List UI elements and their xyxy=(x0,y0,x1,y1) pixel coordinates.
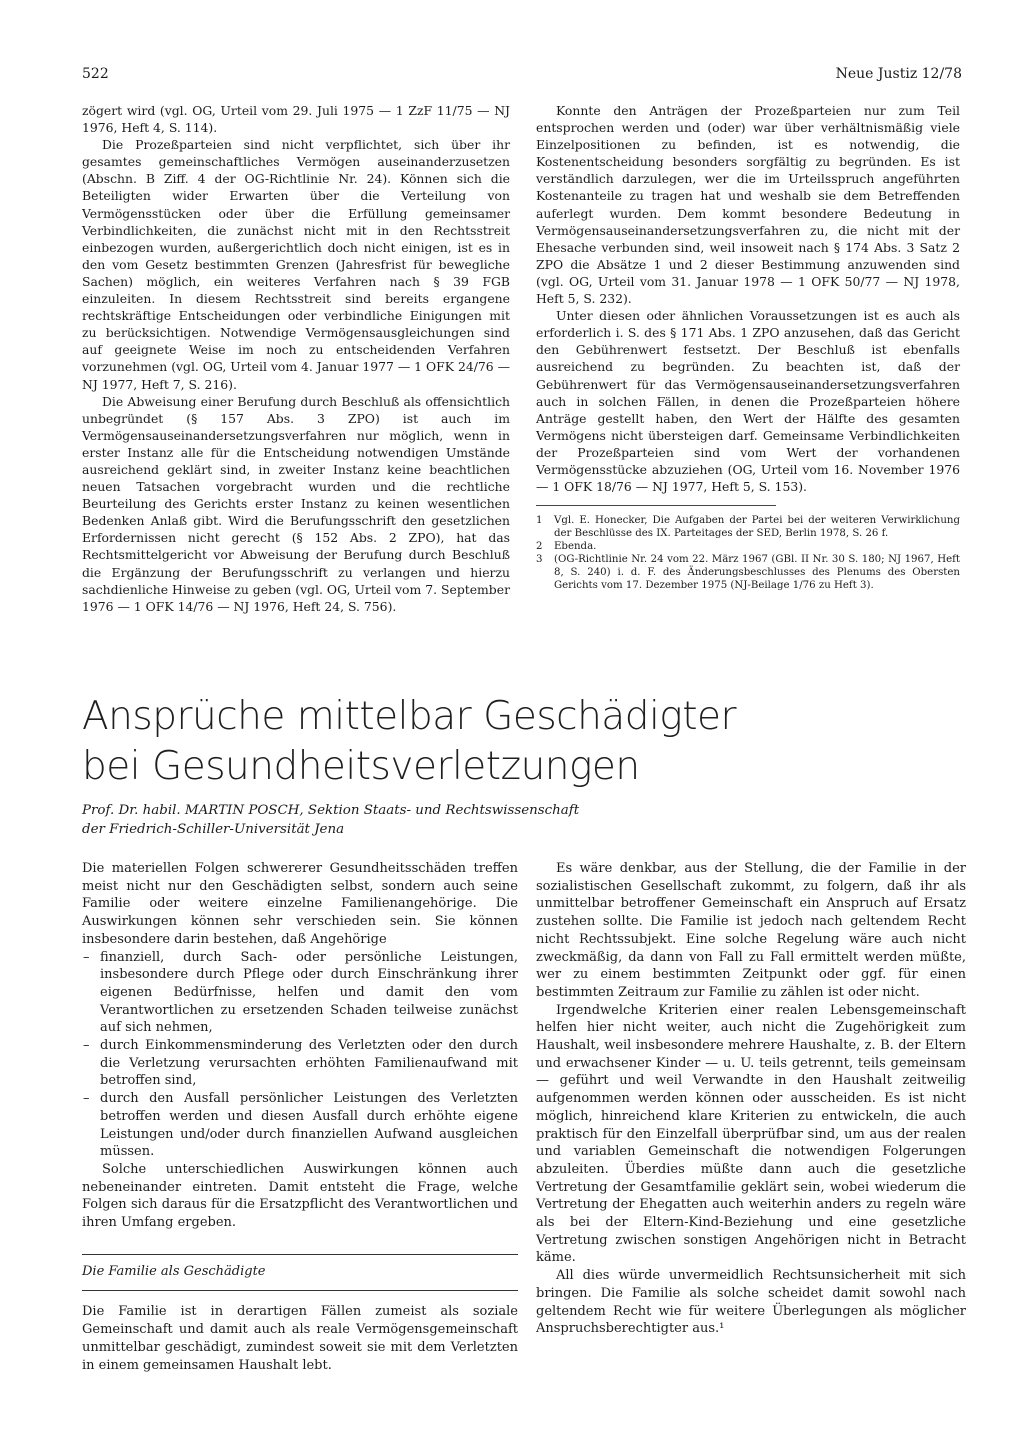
article-title-line: bei Gesundheitsverletzungen xyxy=(82,744,640,789)
footnote-text: Ebenda. xyxy=(554,541,597,553)
subheading-divider xyxy=(82,1290,518,1291)
paragraph: Konnte den Anträgen der Prozeßparteien nur zum Teil entsprochen werden und (oder) war über verhältnismäßig viele Einzelpositionen zu befinden, ist es notwendig, die Kostenentscheidung besonders sorgfältig zu begründen. Es ist verständlich darzulegen, wer die im Urteilsspruch angeführten Kostenanteile zu tragen hat und weshalb sie dem Betreffenden auferlegt wurden. Dem kommt besondere Bedeutung in Vermögensauseinandersetzungsverfahren zu, die nicht mit der Ehesache verbunden sind, weil insoweit nach § 174 Abs. 3 Satz 2 ZPO die Absätze 1 und 2 dieser Bestimmung anzuwenden sind (vgl. OG, Urteil vom 31. Januar 1978 — 1 OFK 50/77 — NJ 1978, Heft 5, S. 232). xyxy=(536,103,960,307)
paragraph: All dies würde unvermeidlich Rechtsunsicherheit mit sich bringen. Die Familie als solche scheidet damit sowohl nach geltendem Recht wie für weitere Überlegungen als möglicher Anspruchsberechtigter aus.¹ xyxy=(536,1268,966,1337)
footnote xyxy=(536,540,960,553)
paragraph: Die Familie ist in derartigen Fällen zumeist als soziale Gemeinschaft und damit auch als reale Vermögensgemeinschaft unmittelbar geschädigt, zumindest soweit sie mit dem Verletzten in einem gemeinsamen Haushalt lebt. xyxy=(82,1304,518,1373)
footnote-divider xyxy=(536,505,776,506)
list-item: – durch Einkommensminderung des Verletzten oder den durch die Verletzung verursachten erhöhten Familienaufwand mit betroffen sind, xyxy=(82,1037,518,1090)
bottom-left-column xyxy=(82,860,518,1374)
paragraph: Irgendwelche Kriterien einer realen Lebensgemeinschaft helfen hier nicht weiter, auch nicht die Zugehörigkeit zum Haushalt, weil insbesondere mehrere Haushalte, z. B. der Eltern und erwachsener Kinder — u. U. teils getrennt, teils gemeinsam — geführt und weil Verwandte in den Haushalt zeitweilig aufgenommen werden können oder ausscheiden. Es ist nicht möglich, hinreichend klare Kriterien zu entwickeln, die auch praktisch für den Einzelfall überprüfbar sind, um aus der realen und variablen Gemeinschaft die notwendigen Folgerungen abzuleiten. Überdies müßte dann auch die gesetzliche Vertretung der Gesamtfamilie geklärt sein, wobei wiederum die Vertretung der Ehegatten auch weiterhin anders zu regeln wäre als bei der Eltern-Kind-Beziehung und eine gesetzliche Vertretung zwischen sonstigen Angehörigen nicht in Betracht käme. xyxy=(536,1002,966,1266)
footnote-number: 2 xyxy=(536,541,543,553)
effects-list xyxy=(82,949,518,1161)
footnote-number: 1 xyxy=(536,515,543,527)
paragraph: Die materiellen Folgen schwererer Gesundheitsschäden treffen meist nicht nur den Geschädigten selbst, sondern auch seine Familie oder weitere einzelne Familienangehörige. Die Auswirkungen können sehr verschieden sein. Sie können insbesondere darin bestehen, daß Angehörige xyxy=(82,861,518,947)
footnote xyxy=(536,553,960,592)
footnote-text: (OG-Richtlinie Nr. 24 vom 22. März 1967 (GBl. II Nr. 30 S. 180; NJ 1967, Heft 8, S. 240) i. d. F. des Änderungsbeschlusses des Plenums des Obersten Gerichts vom 17. Dezember 1975 (NJ-Beilage 1/76 zu Heft 3). xyxy=(554,554,960,592)
author-affiliation: der Friedrich-Schiller-Universität Jena xyxy=(82,822,345,837)
paragraph: Unter diesen oder ähnlichen Voraussetzungen ist es auch als erforderlich i. S. des § 171 Abs. 1 ZPO anzusehen, daß das Gericht den Gebührenwert festsetzt. Der Beschluß ist ebenfalls ausreichend zu begründen. Zu beachten ist, daß der Gebührenwert für das Vermögensauseinandersetzungsverfahren auch in solchen Fällen, in denen die Prozeßparteien höhere Anträge gestellt haben, den Wert der Hälfte des gesamten Vermögens nicht übersteigen darf. Gemeinsame Verbindlichkeiten der Prozeßparteien sind vom Wert der vorhandenen Vermögensstücke abzuziehen (OG, Urteil vom 16. November 1976 — 1 OFK 18/76 — NJ 1977, Heft 5, S. 153). xyxy=(536,308,960,495)
footnote xyxy=(536,514,960,540)
footnote-text: Vgl. E. Honecker, Die Aufgaben der Partei bei der weiteren Verwirklichung der Beschlüsse des IX. Parteitages der SED, Berlin 1978, S. 26 f. xyxy=(554,515,960,540)
journal-issue: Neue Justiz 12/78 xyxy=(835,66,962,82)
footnote-number: 3 xyxy=(536,554,543,566)
paragraph: Die Prozeßparteien sind nicht verpflichtet, sich über ihr gesamtes gemeinschaftliches Vermögen auseinanderzusetzen (Abschn. B Ziff. 4 der OG-Richtlinie Nr. 24). Können sich die Beteiligten wider Erwarten über die Verteilung von Vermögensstücken oder über die Erfüllung gemeinsamer Verbindlichkeiten, die zunächst nicht mit in den Rechtsstreit einbezogen wurden, außergerichtlich doch nicht einigen, ist es in den vom Gesetz bestimmten Grenzen (Jahresfrist für bewegliche Sachen) möglich, ein weiteres Verfahren nach § 39 FGB einzuleiten. In diesem Rechtsstreit sind bereits ergangene rechtskräftige Entscheidungen oder verbindliche Einigungen mit zu berücksichtigen. Notwendige Vermögensausgleichungen sind auf geeignete Weise im noch zu entscheidenden Verfahren vorzunehmen (vgl. OG, Urteil vom 4. Januar 1977 — 1 OFK 24/76 — NJ 1977, Heft 7, S. 216). xyxy=(82,137,510,392)
paragraph: Solche unterschiedlichen Auswirkungen können auch nebeneinander eintreten. Damit entsteht die Frage, welche Folgen sich daraus für die Ersatzpflicht des Verantwortlichen und ihren Umfang ergeben. xyxy=(82,1161,518,1231)
bottom-right-column xyxy=(536,860,966,1338)
top-left-column xyxy=(82,102,510,615)
page-header xyxy=(82,66,962,88)
article-title xyxy=(82,692,962,792)
list-item: – finanziell, durch Sach- oder persönliche Leistungen, insbesondere durch Pflege oder durch Einschränkung ihrer eigenen Bedürfnisse, helfen und damit den vom Verantwortlichen zu ersetzenden Schaden teilweise zunächst auf sich nehmen, xyxy=(82,949,518,1038)
paragraph: Die Abweisung einer Berufung durch Beschluß als offensichtlich unbegründet (§ 157 Abs. 3 ZPO) ist auch im Vermögensauseinandersetzungsverfahren nur möglich, wenn in erster Instanz alle für die Entscheidung notwendigen Umstände ausreichend geklärt sind, in zweiter Instanz keine beachtlichen neuen Tatsachen vorgebracht wurden und die rechtliche Beurteilung des Gerichts erster Instanz zu keinen wesentlichen Bedenken Anlaß gibt. Wird die Berufungsschrift den gesetzlichen Erfordernissen nicht gerecht (§ 152 Abs. 2 ZPO), hat das Rechtsmittelgericht vor Abweisung der Berufung durch Beschluß die Ergänzung der Berufungsschrift zu verlangen und hierzu sachdienliche Hinweise zu geben (vgl. OG, Urteil vom 7. September 1976 — 1 OFK 14/76 — NJ 1976, Heft 24, S. 756). xyxy=(82,393,510,614)
paragraph: Es wäre denkbar, aus der Stellung, die der Familie in der sozialistischen Gesellschaft zukommt, zu folgern, daß ihr als unmittelbar betroffener Gemeinschaft ein Anspruch auf Ersatz zustehen sollte. Die Familie ist jedoch nach geltendem Recht nicht Rechtssubjekt. Eine solche Regelung wäre auch nicht zweckmäßig, da dann von Fall zu Fall ermittelt werden müßte, wer zu einem bestimmten Zeitpunkt oder ggf. für einen bestimmten Zeitraum zur Familie zu zählen ist oder nicht. xyxy=(536,861,966,1000)
article-title-line: Ansprüche mittelbar Geschädigter xyxy=(82,694,737,739)
page-number: 522 xyxy=(82,66,109,82)
top-right-column xyxy=(536,102,960,592)
paragraph: zögert wird (vgl. OG, Urteil vom 29. Juli 1975 — 1 ZzF 11/75 — NJ 1976, Heft 4, S. 114). xyxy=(82,103,510,136)
section-subheading: Die Familie als Geschädigte xyxy=(82,1254,518,1281)
list-item: – durch den Ausfall persönlicher Leistungen des Verletzten betroffen werden und diesen Ausfall durch erhöhte eigene Leistungen und/oder durch finanziellen Aufwand ausgleichen müssen. xyxy=(82,1090,518,1161)
author-line: Prof. Dr. habil. MARTIN POSCH, Sektion Staats- und Rechtswissenschaft xyxy=(82,803,580,818)
article-author xyxy=(82,801,962,839)
